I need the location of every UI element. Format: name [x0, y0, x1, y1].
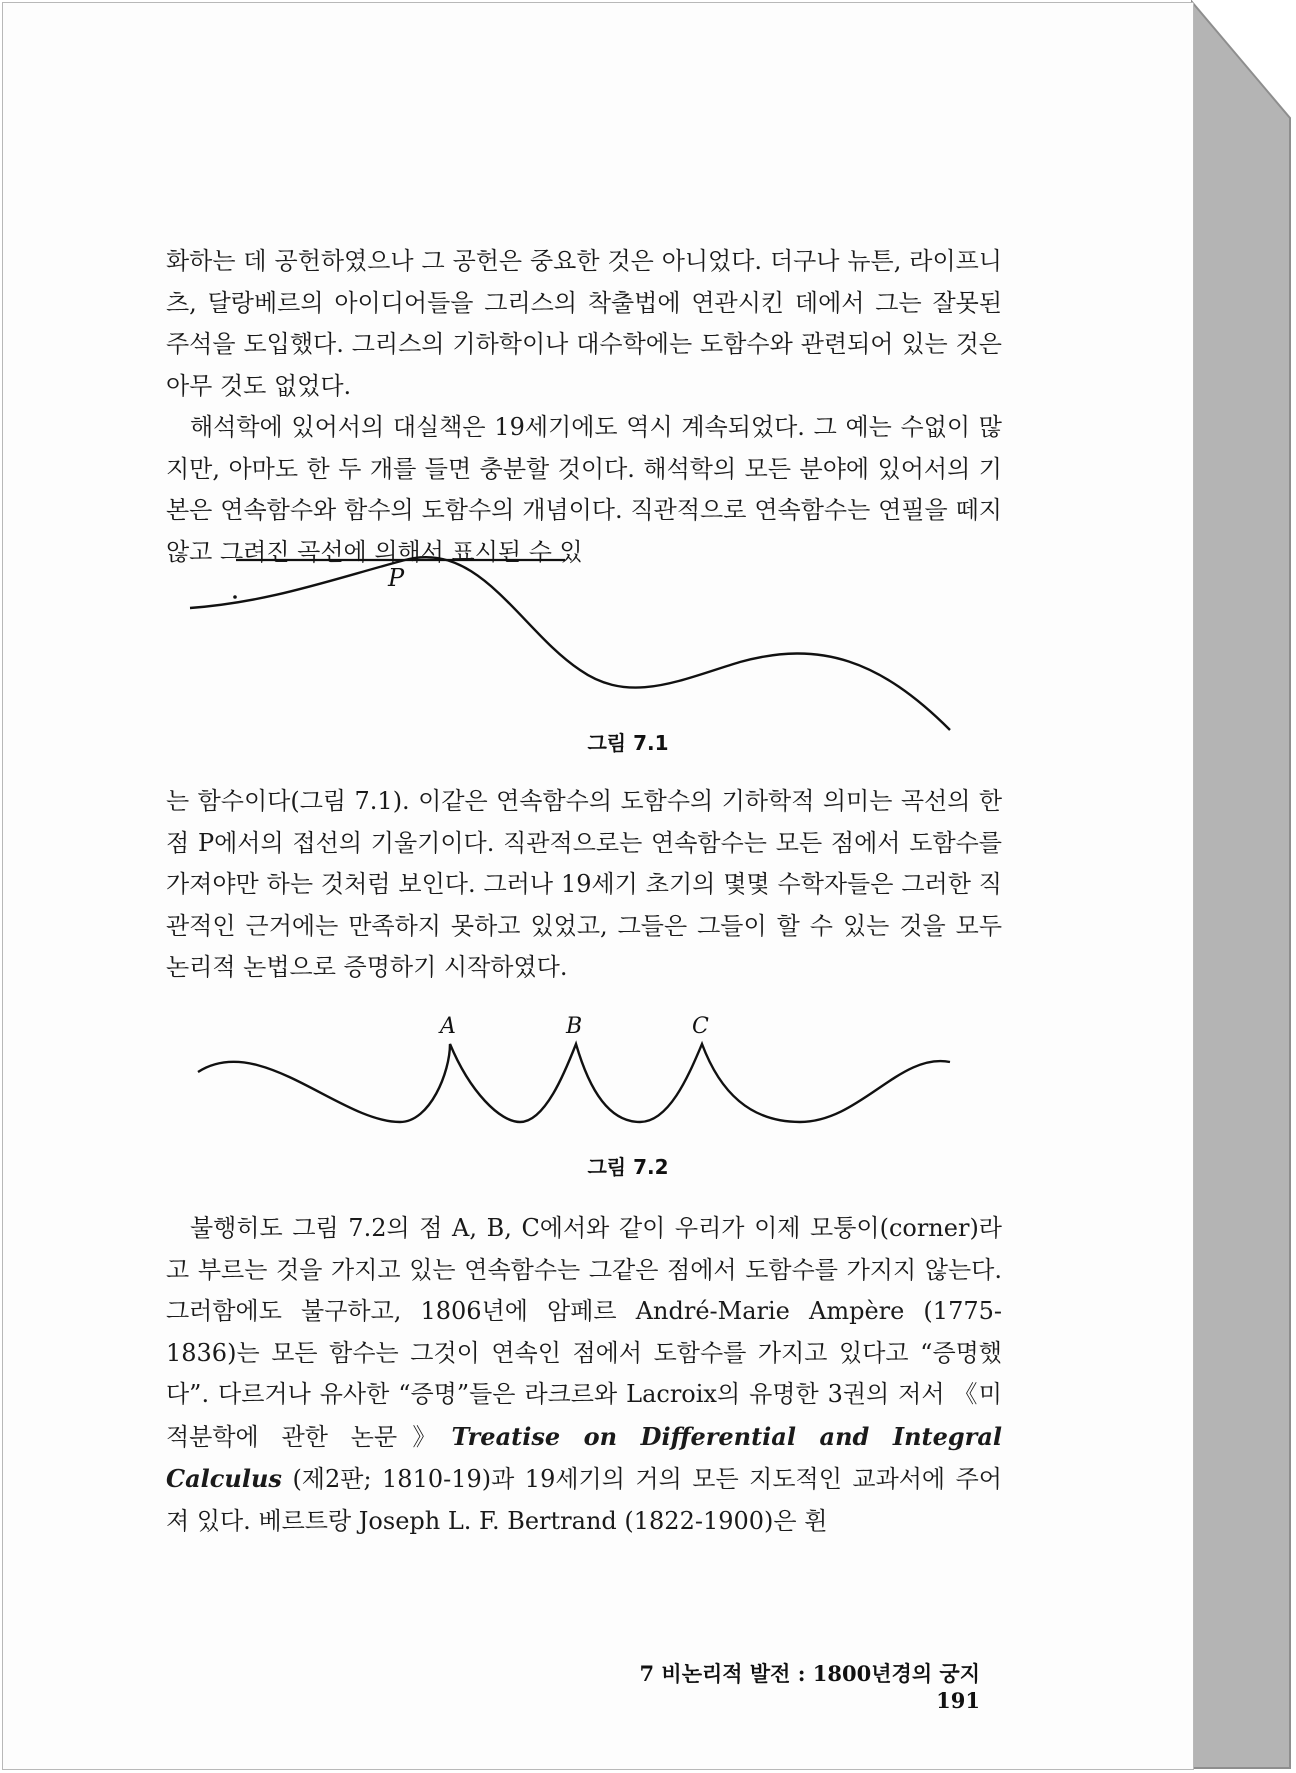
paragraph-2: 해석학에 있어서의 대실책은 19세기에도 역시 계속되었다. 그 예는 수없이 많지만, 아마도 한 두 개를 들면 충분할 것이다. 해석학의 모든 분야에 있어서의 기본은 연속함수와 함수의 도함수의 개념이다. 직관적으로 연속함수는 연필을 떼지 않고 그려진 곡선에 의해서 표시된 수 있	[166, 413, 1002, 566]
paragraph-4	[166, 1208, 1002, 1542]
point-p-label: P	[388, 564, 405, 592]
text-block-top	[166, 241, 1002, 573]
running-title: 7 비논리적 발전 : 1800년경의 궁지	[639, 1661, 980, 1686]
paragraph-4-part-a: 불행히도 그림 7.2의 점 A, B, C에서와 같이 우리가 이제 모퉁이(corner)라고 부르는 것을 가지고 있는 연속함수는 그같은 점에서 도함수를 가지지 않는다. 그러함에도 불구하고, 1806년에 암페르 André-Marie Ampère (1775-1836)는 모든 함수는 그것이 연속인 점에서 도함수를 가지고 있다고 “증명했다”. 다르거나 유사한 “증명”들은 라크르와 Lacroix의 유명한 3권의 저서 《미적분학에 관한 논문》	[166, 1214, 1002, 1451]
point-c-label: C	[692, 1014, 709, 1039]
cornered-curve	[198, 1044, 950, 1122]
paragraph-3: 는 함수이다(그림 7.1). 이같은 연속함수의 도함수의 기하학적 의미는 곡선의 한 점 P에서의 접선의 기울기이다. 직관적으로는 연속함수는 모든 점에서 도함수를 가져야만 하는 것처럼 보인다. 그러나 19세기 초기의 몇몇 수학자들은 그러한 직관적인 근거에는 만족하지 못하고 있었고, 그들은 그들이 할 수 있는 것을 모두 논리적 논법으로 증명하기 시작하였다.	[166, 787, 1002, 981]
text-block-bottom	[166, 1208, 1002, 1542]
point-b-label: B	[566, 1014, 583, 1039]
point-a-label: A	[440, 1014, 456, 1039]
continuous-curve	[190, 557, 950, 730]
paragraph-1: 화하는 데 공헌하였으나 그 공헌은 중요한 것은 아니었다. 더구나 뉴튼, 라이프니츠, 달랑베르의 아이디어들을 그리스의 착출법에 연관시킨 데에서 그는 잘못된 주석을 도입했다. 그리스의 기하학이나 대수학에는 도함수와 관련되어 있는 것은 아무 것도 없었다.	[166, 247, 1002, 400]
page-footer	[560, 1658, 980, 1713]
book-title: Treatise on Differential and Integral Calculus	[166, 1421, 1002, 1493]
figure-7-2-caption: 그림 7.2	[587, 1155, 669, 1179]
text-block-middle	[166, 781, 1002, 989]
figure-7-1-caption: 그림 7.1	[587, 731, 669, 755]
page-number: 191	[936, 1688, 980, 1713]
figure-7-2	[180, 1012, 970, 1162]
dot-mark	[233, 595, 237, 599]
figure-7-1	[180, 540, 970, 740]
paragraph-4-part-b: (제2판; 1810-19)과 19세기의 거의 모든 지도적인 교과서에 주어져 있다. 베르트랑 Joseph L. F. Bertrand (1822-1900)은 휜	[166, 1465, 1002, 1535]
